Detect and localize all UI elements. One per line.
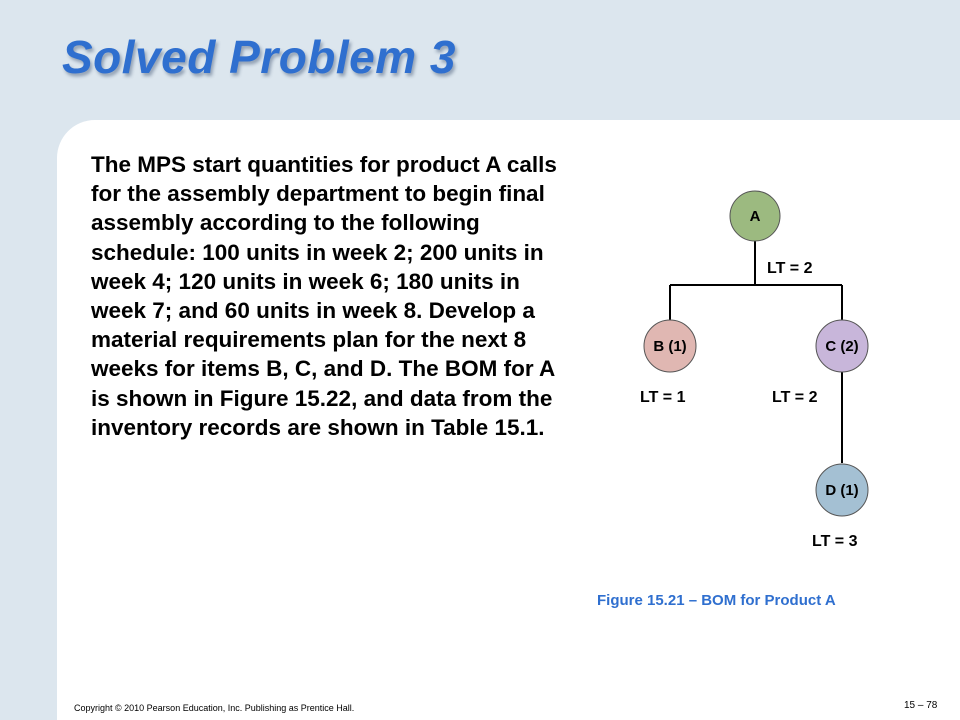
bom-diagram xyxy=(600,180,920,570)
bom-node-b xyxy=(644,320,696,372)
slide-number: 15 – 78 xyxy=(904,700,938,711)
node-a-label: A xyxy=(749,208,761,225)
node-b-lead-time: LT = 1 xyxy=(640,389,686,406)
node-c-label: C (2) xyxy=(825,338,859,355)
bom-node-c xyxy=(816,320,868,372)
slide-title: Solved Problem 3 xyxy=(62,31,457,83)
problem-statement: The MPS start quantities for product A calls for the assembly department to begin final assembly according to the following schedule: 100 units in week 2; 200 units in week 4; 120 units in week 6; 180 units in week 7; and 60 units in week 8. Develop a material requirements plan for the next 8 weeks for items B, C, and D. The BOM for A is shown in Figure 15.22, and data from the inventory records are shown in Table 15.1. xyxy=(91,152,557,440)
figure-caption: Figure 15.21 – BOM for Product A xyxy=(597,592,836,609)
node-d-label: D (1) xyxy=(825,482,859,499)
node-d-lead-time: LT = 3 xyxy=(812,533,858,550)
copyright-notice: Copyright © 2010 Pearson Education, Inc. Publishing as Prentice Hall. xyxy=(74,703,355,713)
bom-node-a xyxy=(730,191,780,241)
node-b-label: B (1) xyxy=(653,338,687,355)
node-c-lead-time: LT = 2 xyxy=(772,389,818,406)
bom-node-d xyxy=(816,464,868,516)
node-a-lead-time: LT = 2 xyxy=(767,260,813,277)
